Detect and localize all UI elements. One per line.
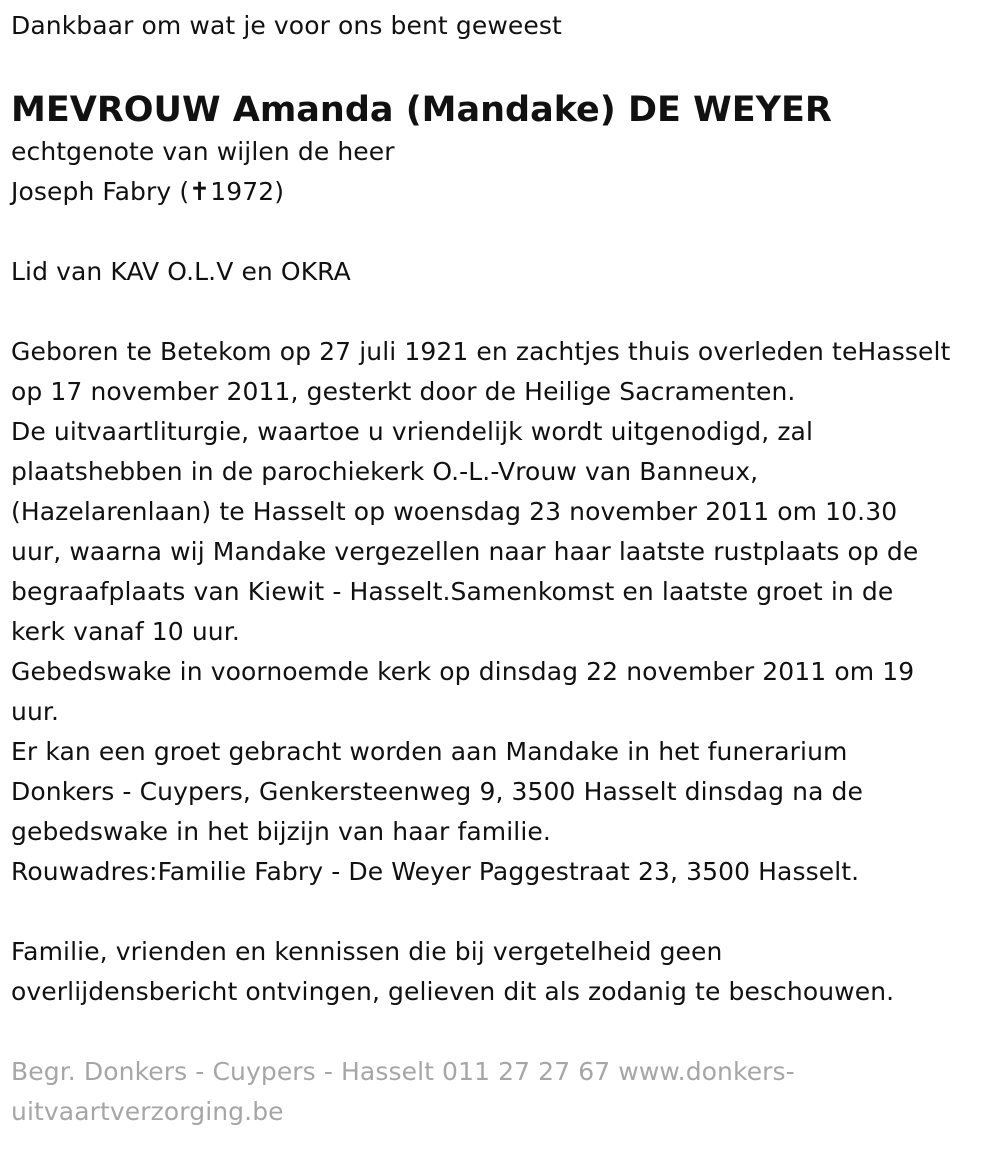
body-line: kerk vanaf 10 uur. (11, 617, 240, 646)
closing-note (11, 932, 993, 1012)
spouse-line: Joseph Fabry (✝1972) (11, 177, 285, 206)
spacer (11, 292, 993, 332)
deceased-name: MEVROUW Amanda (Mandake) DE WEYER (11, 90, 832, 130)
body-line: plaatshebben in de parochiekerk O.-L.-Vrouw van Banneux, (11, 457, 759, 486)
spacer (11, 892, 993, 932)
body-line: Gebedswake in voornoemde kerk op dinsdag 22 november 2011 om 19 (11, 657, 915, 686)
footer-line: Begr. Donkers - Cuypers - Hasselt 011 27 27 67 www.donkers- (11, 1057, 795, 1086)
footer-line: uitvaartverzorging.be (11, 1097, 284, 1126)
body-line: Rouwadres:Familie Fabry - De Weyer Paggestraat 23, 3500 Hasselt. (11, 857, 860, 886)
spacer (11, 1012, 993, 1052)
closing-line: Familie, vrienden en kennissen die bij vergetelheid geen (11, 937, 723, 966)
spacer (11, 212, 993, 252)
obituary-notice (11, 0, 993, 1132)
intro-text: Dankbaar om wat je voor ons bent geweest (11, 11, 562, 40)
body-line: begraafplaats van Kiewit - Hasselt.Samenkomst en laatste groet in de (11, 577, 894, 606)
spouse-line: echtgenote van wijlen de heer (11, 137, 395, 166)
body-line: Donkers - Cuypers, Genkersteenweg 9, 3500 Hasselt dinsdag na de (11, 777, 864, 806)
obituary-body (11, 332, 993, 892)
body-line: De uitvaartliturgie, waartoe u vriendelijk wordt uitgenodigd, zal (11, 417, 814, 446)
body-line: op 17 november 2011, gesterkt door de Heilige Sacramenten. (11, 377, 796, 406)
body-line: Er kan een groet gebracht worden aan Mandake in het funerarium (11, 737, 848, 766)
closing-line: overlijdensbericht ontvingen, gelieven dit als zodanig te beschouwen. (11, 977, 895, 1006)
body-line: gebedswake in het bijzijn van haar familie. (11, 817, 551, 846)
membership-text: Lid van KAV O.L.V en OKRA (11, 257, 351, 286)
body-line: uur, waarna wij Mandake vergezellen naar haar laatste rustplaats op de (11, 537, 919, 566)
spouse-info (11, 132, 993, 212)
body-line: Geboren te Betekom op 27 juli 1921 en zachtjes thuis overleden teHasselt (11, 337, 951, 366)
undertaker-footer (11, 1052, 993, 1132)
body-line: (Hazelarenlaan) te Hasselt op woensdag 23 november 2011 om 10.30 (11, 497, 898, 526)
body-line: uur. (11, 697, 60, 726)
